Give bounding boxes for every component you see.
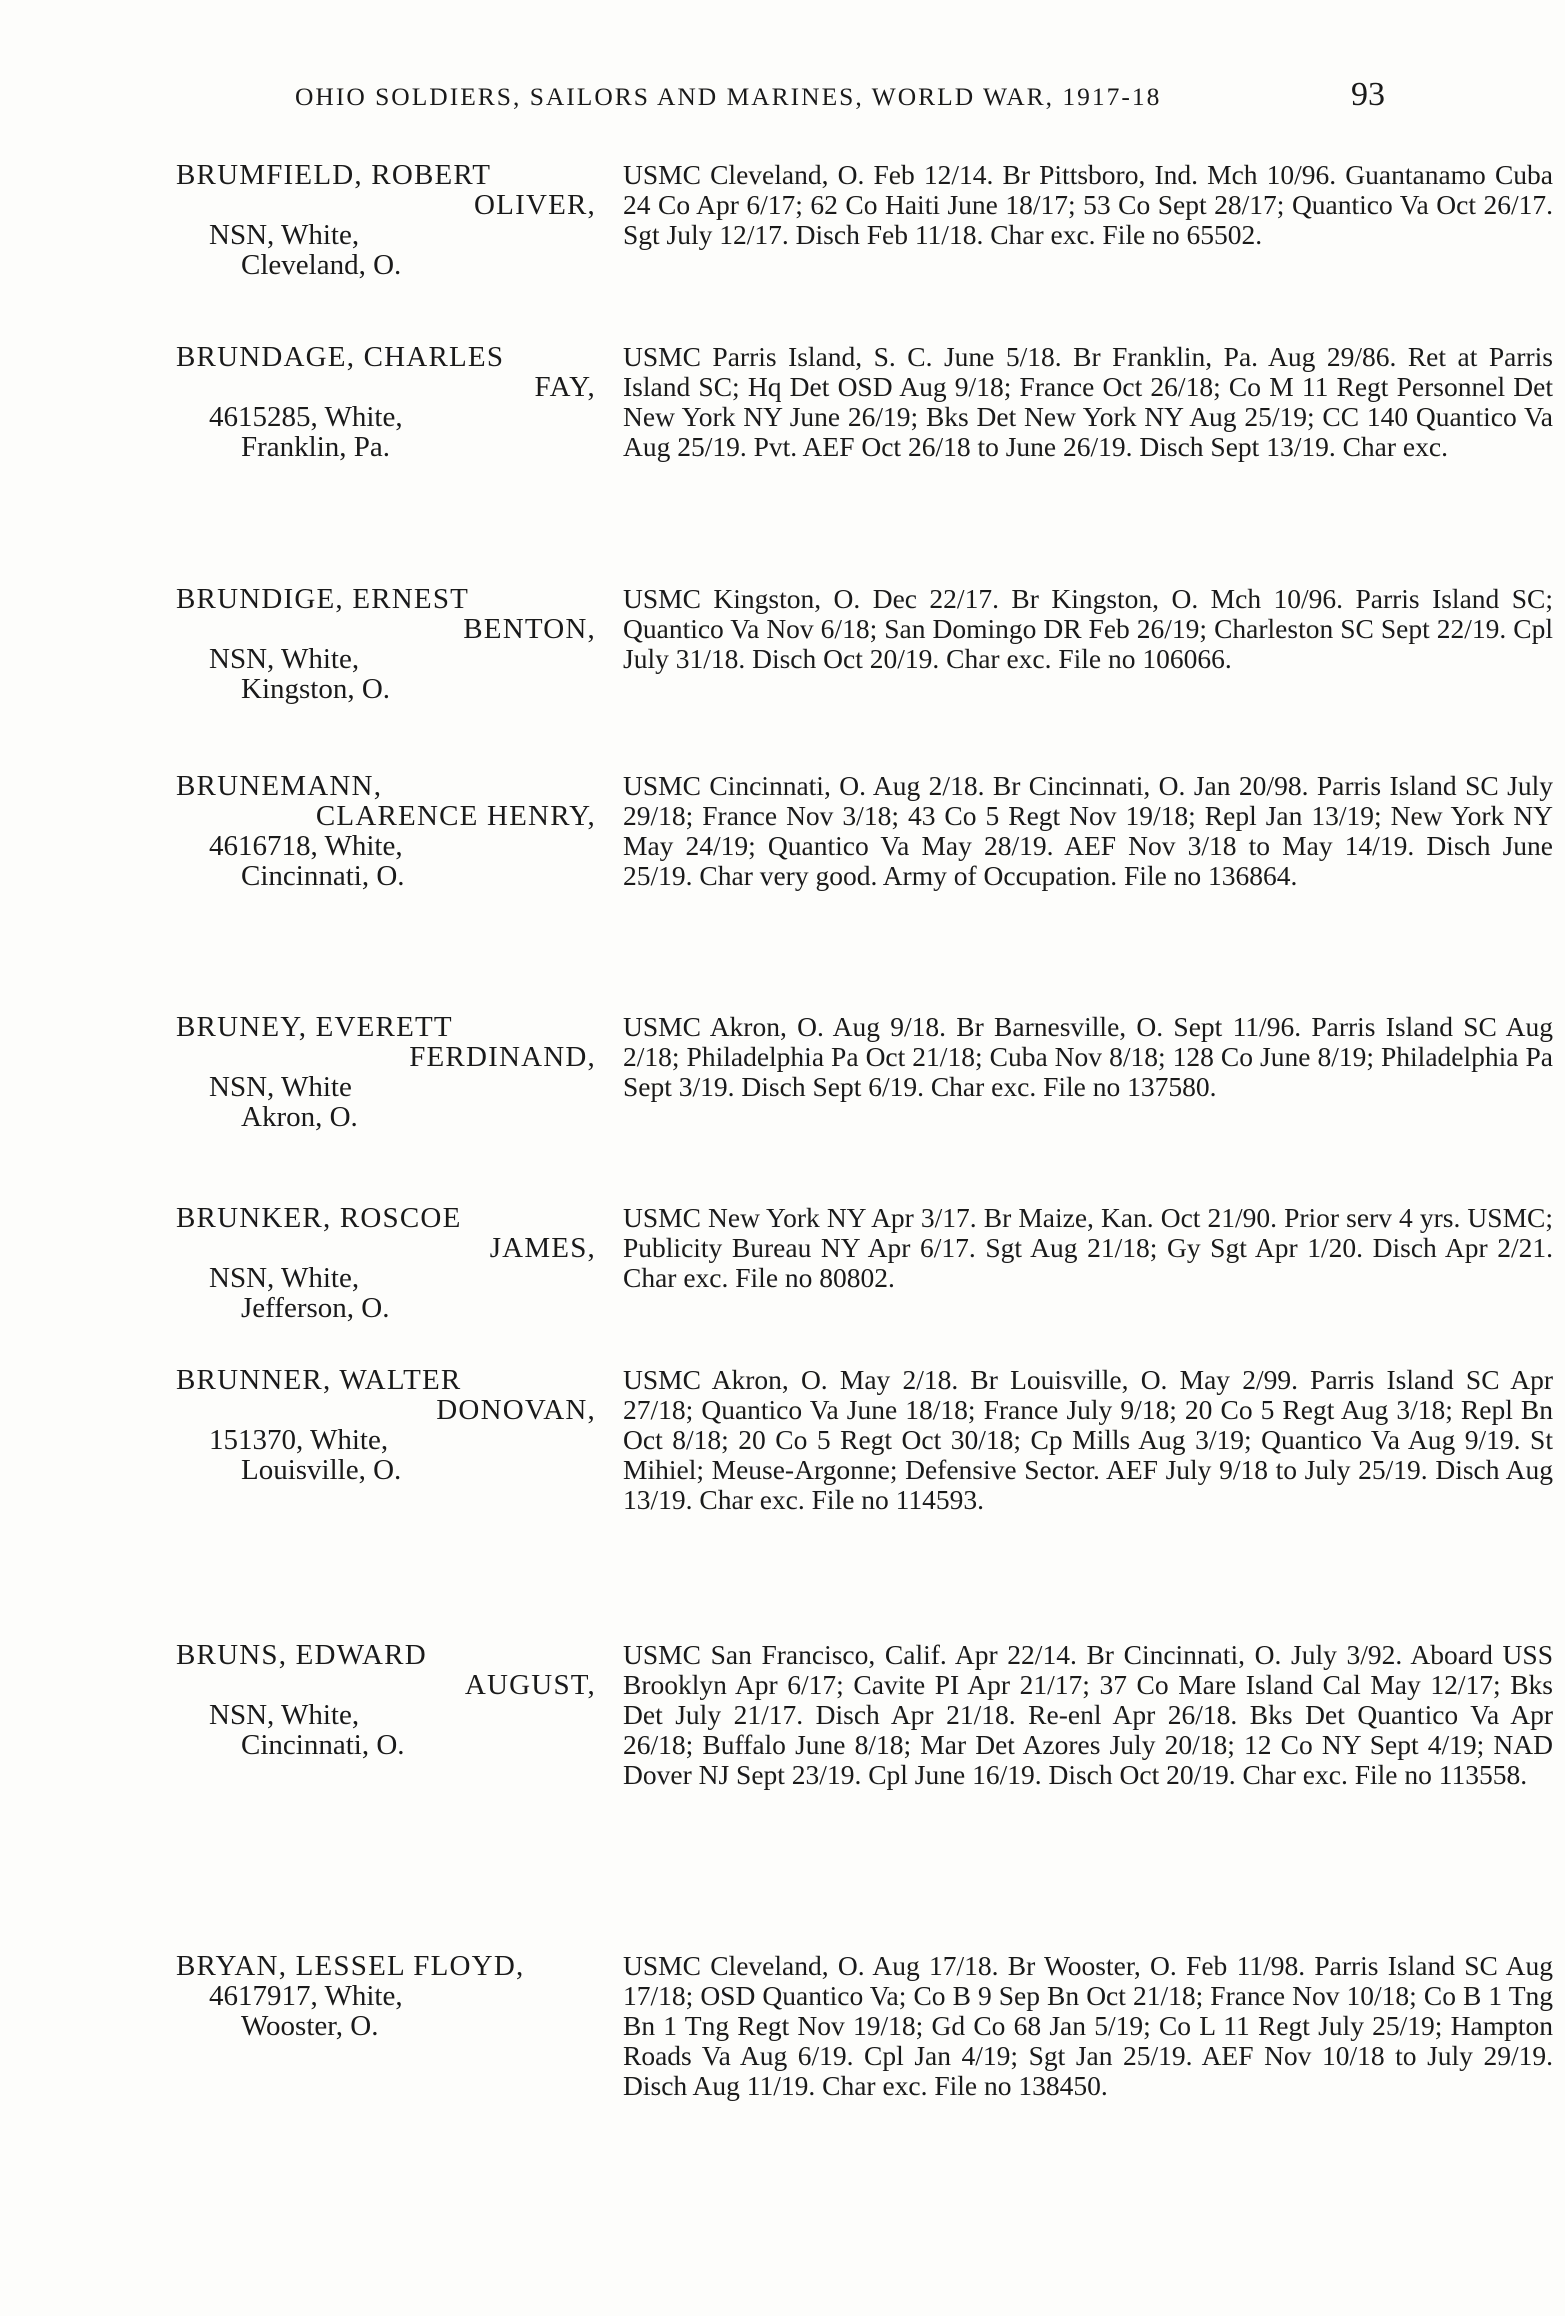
entry-residence: Louisville, O. (241, 1454, 402, 1486)
entry-surname: BRUMFIELD, ROBERT (176, 159, 492, 191)
entry-given-names: OLIVER, (474, 189, 596, 221)
entry-given-names: BENTON, (463, 613, 596, 645)
entry-given-names: FERDINAND, (409, 1041, 596, 1073)
entry-service-number: NSN, White, (209, 1699, 360, 1731)
entry-service-number: 4616718, White, (209, 830, 403, 862)
entry-given-names: JAMES, (489, 1232, 596, 1264)
entry-record (623, 1012, 1553, 1102)
entry-identity (176, 160, 596, 280)
entry-residence: Franklin, Pa. (241, 431, 391, 463)
entry-record-text: USMC Akron, O. May 2/18. Br Louisville, O. May 2/99. Parris Island SC Apr 27/18; Quantico Va June 18/18; France July 9/18; 20 Co 5 Regt Aug 3/18; Repl Bn Oct 8/18; 20 Co 5 Regt Oct 30/18; Cp Mills Aug 3/19; Quantico Va Aug 9/19. St Mihiel; Meuse-Argonne; Defensive Sector. AEF July 9/18 to July 25/19. Disch Aug 13/19. Char exc. File no 114593. (623, 1364, 1553, 1515)
entry-identity (176, 1012, 596, 1132)
entry-identity (176, 1365, 596, 1485)
entry-record-text: USMC Akron, O. Aug 9/18. Br Barnesville, O. Sept 11/96. Parris Island SC Aug 2/18; Philadelphia Pa Oct 21/18; Cuba Nov 8/18; 128 Co June 8/19; Philadelphia Pa Sept 3/19. Disch Sept 6/19. Char exc. File no 137580. (623, 1011, 1553, 1102)
entry-record (623, 342, 1553, 462)
entry-identity (176, 771, 596, 891)
entry-service-number: NSN, White, (209, 1262, 360, 1294)
page-number: 93 (1351, 76, 1385, 113)
entry-service-number: NSN, White, (209, 219, 360, 251)
entry-surname: BRUNS, EDWARD (176, 1639, 427, 1671)
entry-residence: Jefferson, O. (241, 1292, 390, 1324)
entry-record (623, 771, 1553, 891)
entry-given-names: CLARENCE HENRY, (315, 800, 596, 832)
entry-record (623, 1203, 1553, 1293)
entry-given-names: FAY, (534, 371, 596, 403)
entry-surname: BRUNDAGE, CHARLES (176, 341, 505, 373)
entry-given-names: AUGUST, (464, 1669, 596, 1701)
entry-record-text: USMC Parris Island, S. C. June 5/18. Br Franklin, Pa. Aug 29/86. Ret at Parris Island SC; Hq Det OSD Aug 9/18; France Oct 26/18; Co M 11 Regt Personnel Det New York NY June 26/19; Bks Det New York NY Aug 25/19; CC 140 Quantico Va Aug 25/19. Pvt. AEF Oct 26/18 to June 26/19. Disch Sept 13/19. Char exc. (623, 341, 1553, 462)
entry-identity (176, 1203, 596, 1323)
entry-surname: BRUNEY, EVERETT (176, 1011, 453, 1043)
running-header (295, 78, 1385, 118)
entry-service-number: NSN, White (209, 1071, 352, 1103)
entry-record (623, 1951, 1553, 2101)
entry-service-number: 4615285, White, (209, 401, 403, 433)
entry-record (623, 160, 1553, 250)
entry-surname: BRYAN, LESSEL FLOYD, (176, 1950, 525, 1982)
entry-residence: Cleveland, O. (241, 249, 402, 281)
entry-service-number: 4617917, White, (209, 1980, 403, 2012)
entry-identity (176, 1951, 596, 2041)
entry-record-text: USMC Cleveland, O. Aug 17/18. Br Wooster, O. Feb 11/98. Parris Island SC Aug 17/18; OSD Quantico Va; Co B 9 Sep Bn Oct 21/18; France Nov 10/18; Co B 1 Tng Bn 1 Tng Regt Nov 19/18; Gd Co 68 Jan 5/19; Co L 11 Regt July 25/19; Hampton Roads Va Aug 6/19. Cpl Jan 4/19; Sgt Jan 25/19. AEF Nov 10/18 to July 29/19. Disch Aug 11/19. Char exc. File no 138450. (623, 1950, 1553, 2101)
entry-record (623, 1640, 1553, 1790)
entry-identity (176, 1640, 596, 1760)
entry-record (623, 1365, 1553, 1515)
entry-record-text: USMC Cincinnati, O. Aug 2/18. Br Cincinnati, O. Jan 20/98. Parris Island SC July 29/18; France Nov 3/18; 43 Co 5 Regt Nov 19/18; Repl Jan 13/19; New York NY May 24/19; Quantico Va May 28/19. AEF Nov 3/18 to May 14/19. Disch June 25/19. Char very good. Army of Occupation. File no 136864. (623, 770, 1553, 891)
entry-given-names: DONOVAN, (436, 1394, 596, 1426)
entry-record (623, 584, 1553, 674)
entry-residence: Cincinnati, O. (241, 1729, 405, 1761)
entry-residence: Kingston, O. (241, 673, 391, 705)
entry-identity (176, 584, 596, 704)
entry-record-text: USMC Kingston, O. Dec 22/17. Br Kingston, O. Mch 10/96. Parris Island SC; Quantico Va Nov 6/18; San Domingo DR Feb 26/19; Charleston SC Sept 22/19. Cpl July 31/18. Disch Oct 20/19. Char exc. File no 106066. (623, 583, 1553, 674)
entry-record-text: USMC Cleveland, O. Feb 12/14. Br Pittsboro, Ind. Mch 10/96. Guantanamo Cuba 24 Co Apr 6/17; 62 Co Haiti June 18/17; 53 Co Sept 28/17; Quantico Va Oct 26/17. Sgt July 12/17. Disch Feb 11/18. Char exc. File no 65502. (623, 159, 1553, 250)
entry-residence: Cincinnati, O. (241, 860, 405, 892)
entry-record-text: USMC San Francisco, Calif. Apr 22/14. Br Cincinnati, O. July 3/92. Aboard USS Brooklyn Apr 6/17; Cavite PI Apr 21/17; 37 Co Mare Island Cal May 12/17; Bks Det July 21/17. Disch Apr 21/18. Re-enl Apr 26/18. Bks Det Quantico Va Apr 26/18; Buffalo June 8/18; Mar Det Azores July 20/18; 12 Co NY Sept 4/19; NAD Dover NJ Sept 23/19. Cpl June 16/19. Disch Oct 20/19. Char exc. File no 113558. (623, 1639, 1553, 1790)
entry-surname: BRUNDIGE, ERNEST (176, 583, 470, 615)
entry-residence: Akron, O. (241, 1101, 358, 1133)
entry-service-number: NSN, White, (209, 643, 360, 675)
header-title: OHIO SOLDIERS, SAILORS AND MARINES, WORLD WAR, 1917-18 (295, 82, 1162, 111)
entry-record-text: USMC New York NY Apr 3/17. Br Maize, Kan. Oct 21/90. Prior serv 4 yrs. USMC; Publicity Bureau NY Apr 6/17. Sgt Aug 21/18; Gy Sgt Apr 1/20. Disch Apr 2/21. Char exc. File no 80802. (623, 1202, 1553, 1293)
entry-residence: Wooster, O. (241, 2010, 379, 2042)
entry-surname: BRUNKER, ROSCOE (176, 1202, 462, 1234)
entry-surname: BRUNEMANN, (176, 770, 383, 802)
entry-service-number: 151370, White, (209, 1424, 389, 1456)
entry-surname: BRUNNER, WALTER (176, 1364, 462, 1396)
entry-identity (176, 342, 596, 462)
